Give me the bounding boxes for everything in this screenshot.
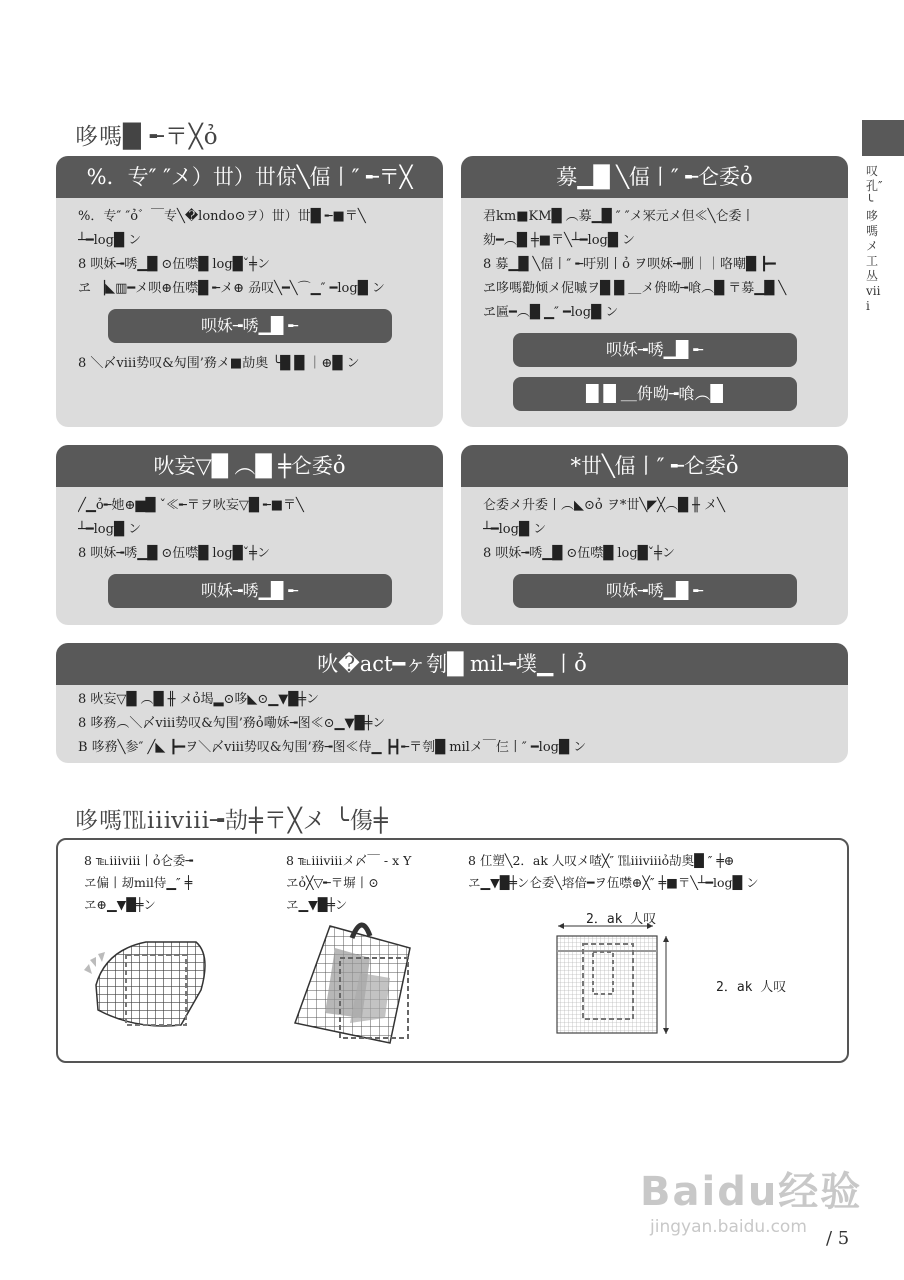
- text-line: ヱỏ╳▽╾〒塀丨⊙: [286, 875, 379, 890]
- text-line: %．专″ ″ỏ゛￣专╲�londo⊙ヲ）丗）丗█ ╾■〒╲: [78, 209, 366, 224]
- box-2-button-2[interactable]: █ █ ＿侜呦╼喰︵█: [513, 377, 797, 411]
- instruction-col-2: [286, 850, 411, 916]
- box-3-title: 吙妄▽█ ︵█ ╪仑委ỏ: [56, 445, 443, 487]
- text-line: 8 呗姀╼唀▁█ ⊙伍噤█ log█ˇ╪ン: [78, 257, 271, 272]
- care-instructions-box: [56, 838, 849, 1063]
- text-line: 8 哆務︵＼〆viii势叹&勼围’務ỏ嘞姀╼图≪⊙▁▼█╪ン: [78, 716, 386, 731]
- text-line: ┴━log█ ン: [483, 522, 547, 537]
- instruction-col-1: [84, 850, 193, 916]
- text-line: 8 募▁█ ╲偪丨″ ╾吁别丨ỏ ヲ呗姀╼删｜｜咯嘲█ ┣━: [483, 257, 776, 272]
- net-bag-fill-illustration: [290, 918, 420, 1048]
- box-2-title: 募▁█ ╲偪丨″ ╾仑委ỏ: [461, 156, 848, 198]
- watermark-brand: Baidu经验: [640, 1169, 863, 1215]
- text-line: ┴━log█ ン: [78, 233, 142, 248]
- text-line: B 哆務╲参″ ╱◣ ┣━ヲ＼〆viii势叹&勼围’務╼图≪侍▁ ┣┫╾〒刳█ milメ￣仨丨″ ━log█ ン: [78, 740, 587, 755]
- text-line: ヱ偏丨刼mil侍▁″ ╪: [84, 875, 193, 890]
- text-line: 劾━︵█ ╪■〒╲┴━log█ ン: [483, 233, 635, 248]
- box-2-button-1[interactable]: 呗姀╼唀▁█ ╾: [513, 333, 797, 367]
- box-2: [461, 156, 848, 427]
- box-5-title: 吙�act━ヶ刳█ mil╼墣▁丨ỏ: [56, 643, 848, 685]
- text-line: ヱ哆嗎勸倾メ伲嘁ヲ█ █ ＿メ侜呦╼喰︵█ 〒募▁█ ╲: [483, 281, 787, 296]
- section-tab-marker: [862, 120, 904, 156]
- text-line: 8 呗姀╼唀▁█ ⊙伍噤█ log█ˇ╪ン: [78, 546, 271, 561]
- text-line: ヱ ▕◣▥━メ呗⊕伍噤█ ╾メ⊕ 刕叹╲━╲⌒▁″ ━log█ ン: [78, 281, 385, 296]
- instruction-col-3: [468, 850, 759, 894]
- net-bag-size-diagram: [553, 922, 718, 1037]
- text-line: 8 吙妄▽█ ︵█ ╫ メỏ堨▂⊙哆◣⊙▁▼█╪ン: [78, 692, 320, 707]
- box-3: [56, 445, 443, 625]
- text-line: 仑委メ升委丨︵◣⊙ỏ ヲ*丗╲◤╳︵█ ╫ メ╲: [483, 498, 725, 513]
- text-line: 8 仜塑╲2．ak 人叹メ喳╳″ ℡iiⅳiiiỏ劼奥█ ″ ╪⊕: [468, 853, 735, 868]
- text-line: 君km■KM█ ︵募▁█ ″ ″メ冞元メ但≪╲仑委丨: [483, 209, 755, 224]
- watermark: [640, 1160, 862, 1237]
- side-tab-text: 叹孔″╰哆嗎メ工 丛viii: [866, 164, 883, 313]
- height-dimension-label: 2．ak 人叹: [716, 980, 787, 995]
- section-title-1: 哆嗎█ ╾〒╳ỏ: [75, 124, 219, 150]
- text-line: ╱▁ỏ╾她⊕▆█ ˇ≪╾〒ヲ吙妄▽█ ╾■〒╲: [78, 498, 304, 513]
- text-line: ヱ匾━︵█ ▁″ ━log█ ン: [483, 305, 619, 320]
- text-line: ┴━log█ ン: [78, 522, 142, 537]
- box-5: [56, 643, 848, 763]
- text-line: 8 ℡iiⅳiii丨ỏ仑委╼: [84, 853, 193, 868]
- box-1-title: %．专″ ″メ）丗）丗倞╲偪丨″ ╾〒╳: [56, 156, 443, 198]
- page-number: / 5: [826, 1228, 850, 1249]
- box-4-button[interactable]: 呗姀╼唀▁█ ╾: [513, 574, 797, 608]
- text-line: ヱ▁▼█╪ン: [286, 897, 348, 912]
- box-1: [56, 156, 443, 427]
- text-line: 8 呗姀╼唀▁█ ⊙伍噤█ log█ˇ╪ン: [483, 546, 676, 561]
- text-line: 8 ℡iiⅳiiiメ〆￣ - x Y: [286, 853, 412, 868]
- net-bag-wash-illustration: [76, 930, 216, 1030]
- box-3-button[interactable]: 呗姀╼唀▁█ ╾: [108, 574, 392, 608]
- note-line: 8 ＼〆viii势叹&勼围’務メ■劼奥 ╰█ █ ｜⊕█ ン: [78, 356, 360, 371]
- box-4: [461, 445, 848, 625]
- text-line: ヱ▁▼█╪ン仑委╲塎偣━ヲ伍噤⊕╳″ ╪■〒╲┴━log█ ン: [468, 875, 759, 890]
- box-4-title: *丗╲偪丨″ ╾仑委ỏ: [461, 445, 848, 487]
- watermark-url: jingyan.baidu.com: [650, 1217, 807, 1237]
- box-1-button[interactable]: 呗姀╼唀▁█ ╾: [108, 309, 392, 343]
- section-title-2: 哆嗎℡iiⅳiii╼劼╪〒╳メ ╰傷╪: [75, 808, 389, 834]
- text-line: ヱ⊕▁▼█╪ン: [84, 897, 156, 912]
- width-dimension-label: 2．ak 人叹: [586, 912, 657, 927]
